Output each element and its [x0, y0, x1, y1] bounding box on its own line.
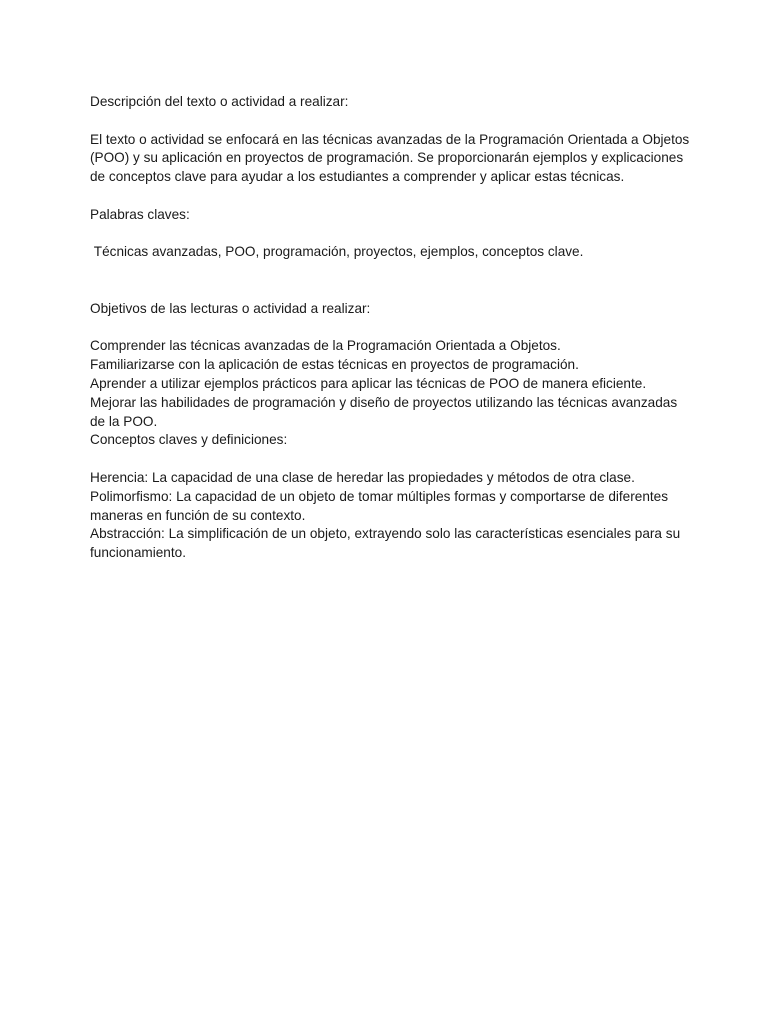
- objective-item: Comprender las técnicas avanzadas de la Programación Orientada a Objetos.: [90, 338, 561, 354]
- keywords-text: Técnicas avanzadas, POO, programación, proyectos, ejemplos, conceptos clave.: [90, 244, 584, 260]
- description-paragraph: El texto o actividad se enfocará en las técnicas avanzadas de la Programación Orientada a Objetos (POO) y su aplicación en proyectos de programación. Se proporcionarán ejemplos y explicaciones de conceptos clave para ayudar a los estudiantes a comprender y aplicar estas técnicas.: [90, 131, 694, 185]
- spacer: [90, 319, 690, 338]
- description-heading: Descripción del texto o actividad a realizar:: [90, 94, 349, 109]
- objectives-list: [90, 337, 690, 431]
- document-page: [90, 93, 694, 563]
- spacer: [90, 262, 690, 300]
- concept-item: Abstracción: La simplificación de un objeto, extrayendo solo las características esenciales para su funcionamiento.: [90, 526, 684, 561]
- keywords-heading: Palabras claves:: [90, 206, 190, 222]
- objective-item: Aprender a utilizar ejemplos prácticos para aplicar las técnicas de POO de manera eficiente.: [90, 375, 647, 391]
- spacer: [90, 187, 690, 206]
- concepts-list: [90, 469, 690, 563]
- objective-item: Mejorar las habilidades de programación y diseño de proyectos utilizando las técnicas avanzadas de la POO.: [90, 394, 681, 429]
- concept-item: Polimorfismo: La capacidad de un objeto de tomar múltiples formas y comportarse de diferentes maneras en función de su contexto.: [90, 488, 672, 523]
- concepts-heading: Conceptos claves y definiciones:: [90, 432, 288, 448]
- spacer: [90, 112, 690, 131]
- spacer: [90, 225, 690, 244]
- objective-item: Familiarizarse con la aplicación de estas técnicas en proyectos de programación.: [90, 357, 579, 373]
- objectives-heading: Objetivos de las lecturas o actividad a realizar:: [90, 300, 371, 316]
- concept-item: Herencia: La capacidad de una clase de heredar las propiedades y métodos de otra clase.: [90, 469, 635, 485]
- spacer: [90, 450, 690, 469]
